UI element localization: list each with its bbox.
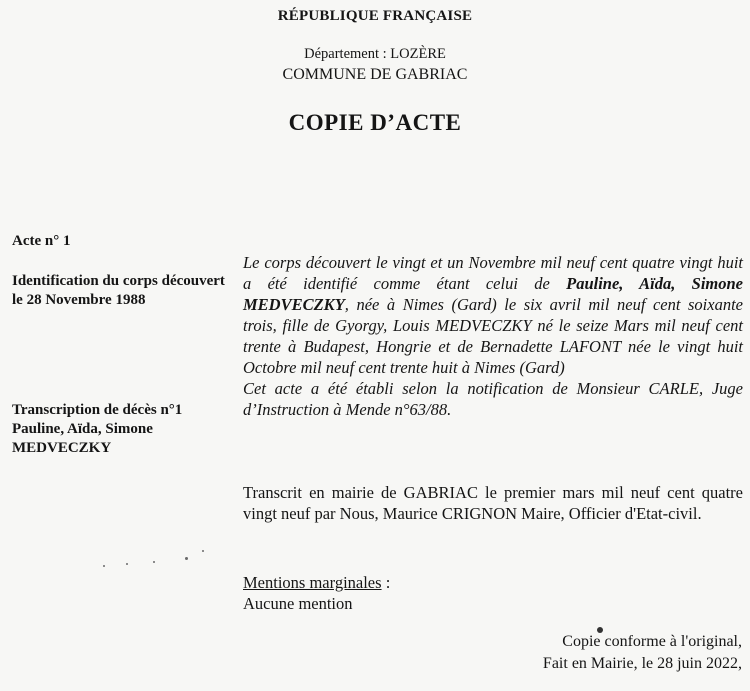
scan-speck [202,550,204,552]
identification-heading: Identification du corps découvert le 28 Novembre 1988 [12,273,225,308]
acte-text-part: Le corps découvert le vingt et un Novembre mil neuf cent quatre vingt huit a été identifié comme étant celui de [243,253,743,293]
mentions-suffix: : [381,573,391,592]
mentions-value: Aucune mention [243,594,353,613]
department-line: Département : LOZÈRE [304,46,446,62]
commune-line: COMMUNE DE GABRIAC [282,66,468,83]
republic-header: RÉPUBLIQUE FRANÇAISE [277,8,473,24]
acte-paragraph-notification: Cet acte a été établi selon la notification de Monsieur CARLE, Juge d’Instruction à Mende n°63/88. [243,379,743,419]
mentions-label: Mentions marginales [243,573,382,592]
acte-text-part: , née à Nimes (Gard) le six avril mil neuf cent soixante trois, fille de Gyorgy, Louis MEDVECZKY né le seize Mars mil neuf cent trente à Budapest, Hongrie et de Bernadette LAFONT née le vingt huit Octobre mil neuf cent trente huit à Nimes (Gard) [243,295,743,377]
acte-number: Acte n° 1 [12,233,71,249]
acte-body [243,252,743,420]
scan-speck [103,565,105,567]
mentions-label-line [243,572,743,593]
deceased-name: Pauline, Aïda, Simone MEDVECZKY [243,274,743,314]
transcription-text: Transcrit en mairie de GABRIAC le premier mars mil neuf cent quatre vingt neuf par Nous, Maurice CRIGNON Maire, Officier d'Etat-civil. [243,483,743,523]
scan-speck [185,557,188,560]
scan-speck [597,627,603,633]
acte-paragraph-identification [243,252,743,378]
fait-en-mairie: Fait en Mairie, le 28 juin 2022, [542,655,742,672]
document-title: COPIE D’ACTE [288,110,462,135]
copie-conforme: Copie conforme à l'original, [562,633,742,650]
transcription-heading: Transcription de décès n°1 Pauline, Aïda, Simone MEDVECZKY [12,402,183,456]
scan-speck [126,563,128,565]
scan-speck [153,561,155,563]
